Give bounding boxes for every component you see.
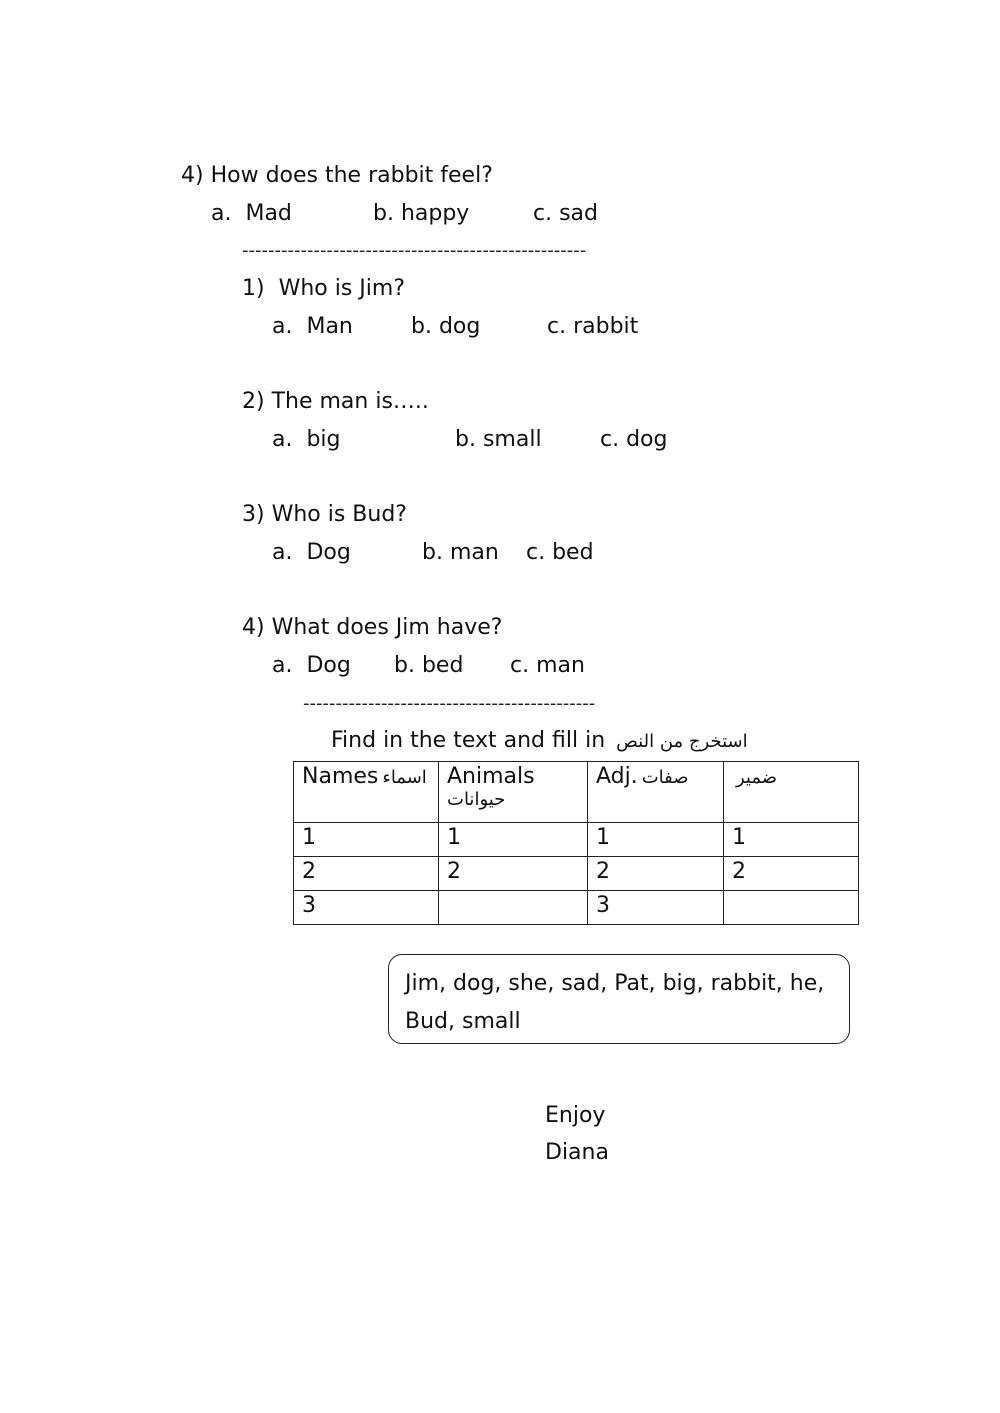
table-header-row — [294, 762, 859, 823]
closing-enjoy: Enjoy — [545, 1103, 606, 1128]
word-sort-table — [293, 761, 859, 925]
option-a: a. Dog — [272, 653, 351, 678]
table-cell[interactable]: 1 — [294, 823, 439, 857]
table-cell[interactable]: 3 — [588, 891, 724, 925]
table-cell[interactable]: 1 — [588, 823, 724, 857]
option-b: b. bed — [394, 653, 464, 678]
word-bank-line-2: Bud, small — [405, 1009, 521, 1034]
question-who-is-bud: 3) Who is Bud? — [242, 502, 407, 527]
option-a: a. Dog — [272, 540, 351, 565]
table-cell[interactable]: 2 — [588, 857, 724, 891]
separator-line-short: --------------------------------------------- — [303, 693, 596, 714]
question-rabbit-feel: 4) How does the rabbit feel? — [181, 163, 493, 188]
table-cell[interactable]: 2 — [724, 857, 859, 891]
closing-signature: Diana — [545, 1140, 609, 1165]
fill-instruction-ar: استخرج من النص — [616, 731, 748, 752]
table-cell[interactable] — [439, 891, 588, 925]
option-c: c. sad — [533, 201, 598, 226]
option-c: c. man — [510, 653, 585, 678]
option-c: c. rabbit — [547, 314, 639, 339]
word-bank-line-1: Jim, dog, she, sad, Pat, big, rabbit, he, — [405, 971, 825, 996]
table-cell[interactable] — [724, 891, 859, 925]
option-b: b. man — [422, 540, 499, 565]
option-c: c. bed — [526, 540, 594, 565]
option-a: a. big — [272, 427, 341, 452]
fill-instruction — [331, 728, 748, 754]
option-a: a. Man — [272, 314, 353, 339]
fill-instruction-en: Find in the text and fill in — [331, 728, 606, 753]
option-b: b. happy — [373, 201, 470, 226]
question-jim-have: 4) What does Jim have? — [242, 615, 503, 640]
table-cell[interactable]: 3 — [294, 891, 439, 925]
table-cell[interactable]: 1 — [439, 823, 588, 857]
table-cell[interactable]: 2 — [294, 857, 439, 891]
header-names: Names اسماء — [294, 762, 439, 823]
word-bank — [388, 954, 850, 1044]
header-animals: Animals حيوانات — [439, 762, 588, 823]
table-cell[interactable]: 1 — [724, 823, 859, 857]
separator-line: ----------------------------------------------------- — [242, 240, 587, 261]
option-a: a. Mad — [211, 201, 292, 226]
header-pronouns: ضمير — [724, 762, 859, 823]
option-c: c. dog — [600, 427, 668, 452]
question-man-is: 2) The man is….. — [242, 389, 429, 414]
table-cell[interactable]: 2 — [439, 857, 588, 891]
header-adj: Adj. صفات — [588, 762, 724, 823]
option-b: b. small — [455, 427, 542, 452]
table-row — [294, 823, 859, 857]
option-b: b. dog — [411, 314, 481, 339]
question-who-is-jim: 1) Who is Jim? — [242, 276, 405, 301]
table-row — [294, 891, 859, 925]
table-row — [294, 857, 859, 891]
